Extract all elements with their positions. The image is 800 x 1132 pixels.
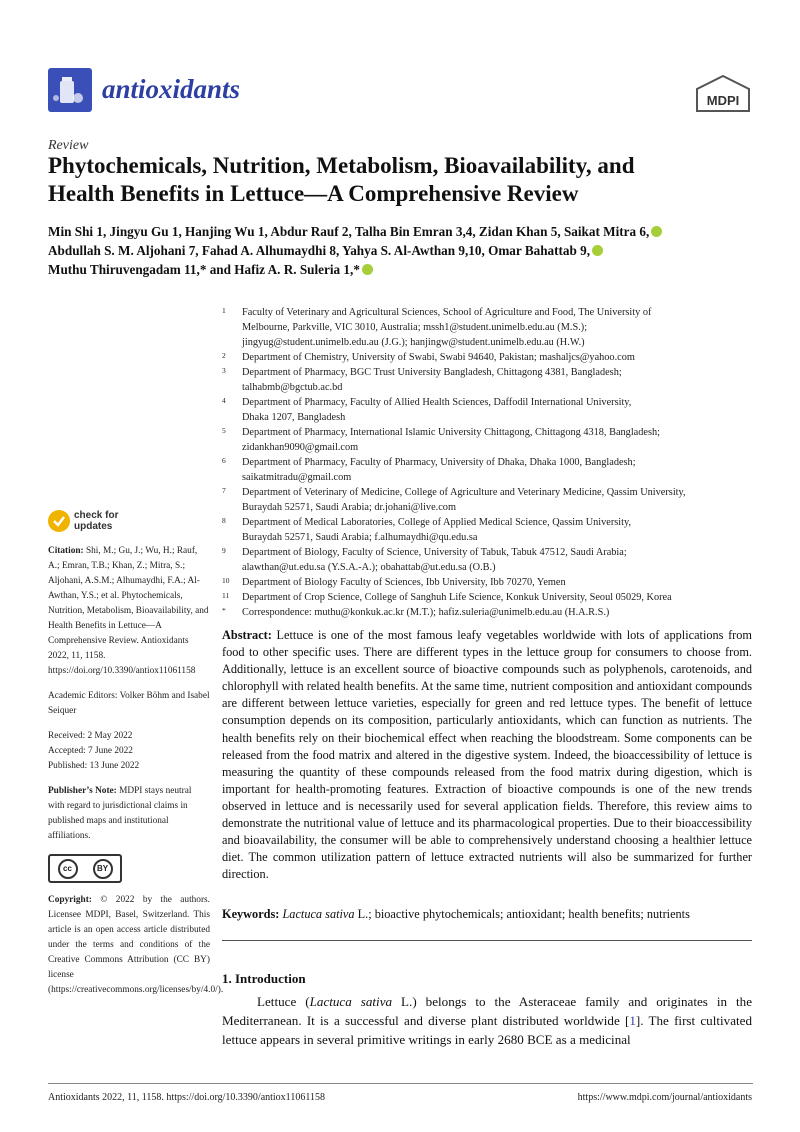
affiliation-line: Department of Pharmacy, BGC Trust University Bangladesh, Chittagong 4381, Bangladesh; bbox=[242, 367, 622, 378]
accepted-date: Accepted: 7 June 2022 bbox=[48, 746, 133, 756]
title-line: Phytochemicals, Nutrition, Metabolism, Bioavailability, and bbox=[48, 153, 635, 178]
affiliation-item bbox=[222, 575, 762, 590]
affiliation-line: Department of Medical Laboratories, College of Applied Medical Science, Qassim University, bbox=[242, 517, 632, 528]
abstract-text: Lettuce is one of the most famous leafy vegetables worldwide with lots of applications from food to other specific uses. There are different types in the lettuce group for consumers to choose from. Additionally, lettuce is an excellent source of bioactive compounds such as polyphenols, carotenoids, and chlorophyll with related health benefits. At the same time, nutrient composition and antioxidant compounds are different between lettuce varieties, especially for green and red lettuce types. The benefit of lettuce consumption depends on its composition, particularly antioxidants, which can function as nutrients. The health benefits rely on their biochemical effect when reaching the bloodstream. Some components can be released from the food matrix and altered in the digestive system. Indeed, the bioaccessibility of lettuce is measuring the quantity of these compounds released from the food matrix during digestion, which is important for health-promoting features. Extraction of bioactive compounds is one of the new trends observed in lettuce and is necessarily used for several application fields. Therefore, this review aims to demonstrate the nutritional value of lettuce and its pharmacological properties. Due to their bioaccessibility and bioavailability, the consumer will be able to comprehensively understand choosing a healthier lettuce diet. The common utilization pattern of lettuce extracted nutrients will also be summarized for further direction. bbox=[222, 628, 752, 882]
author-line: Min Shi 1, Jingyu Gu 1, Hanjing Wu 1, Abdur Rauf 2, Talha Bin Emran 3,4, Zidan Khan 5, Saikat Mitra 6, bbox=[48, 222, 753, 241]
affiliation-number: 1 bbox=[222, 306, 226, 315]
by-person-icon: BY bbox=[93, 859, 113, 879]
affiliation-line: Buraydah 52571, Saudi Arabia; f.alhumaydhi@qu.edu.sa bbox=[242, 532, 478, 543]
journal-name[interactable]: antioxidants bbox=[102, 74, 241, 104]
title-line: Health Benefits in Lettuce—A Comprehensive Review bbox=[48, 181, 579, 206]
publisher-note bbox=[48, 784, 210, 844]
affiliation-item bbox=[222, 590, 762, 605]
affiliation-item bbox=[222, 425, 762, 455]
affiliation-number: 4 bbox=[222, 396, 226, 405]
affiliation-item bbox=[222, 395, 762, 425]
copyright-label: Copyright: bbox=[48, 895, 92, 905]
affiliation-line: Department of Pharmacy, Faculty of Allied Health Sciences, Daffodil International University, bbox=[242, 397, 632, 408]
affiliation-line: alawthan@ut.edu.sa (Y.S.A.-A.); obahattab@ut.edu.sa (O.B.) bbox=[242, 562, 496, 573]
affiliation-item bbox=[222, 485, 762, 515]
orcid-icon[interactable] bbox=[651, 226, 662, 237]
affiliation-number: 11 bbox=[222, 591, 230, 600]
svg-text:MDPI: MDPI bbox=[706, 93, 740, 108]
check-line: check for bbox=[74, 510, 119, 521]
orcid-icon[interactable] bbox=[362, 264, 373, 275]
divider bbox=[222, 940, 752, 941]
affiliation-item bbox=[222, 605, 762, 620]
page-title bbox=[48, 152, 753, 208]
affiliation-line: Department of Pharmacy, International Islamic University Chittagong, Chittagong 4318, Bangladesh; bbox=[242, 427, 660, 438]
affiliation-line: Melbourne, Parkville, VIC 3010, Australia; mssh1@student.unimelb.edu.au (M.S.); bbox=[242, 322, 588, 333]
author-line: Muthu Thiruvengadam 11,* and Hafiz A. R. Suleria 1,* bbox=[48, 260, 753, 279]
affiliation-number: 5 bbox=[222, 426, 226, 435]
author-list bbox=[48, 222, 753, 279]
copyright bbox=[48, 893, 224, 998]
abstract-label: Abstract: bbox=[222, 628, 272, 642]
affiliation-line: Department of Biology Faculty of Sciences, Ibb University, Ibb 70270, Yemen bbox=[242, 577, 566, 588]
copyright-text: © 2022 by the authors. Licensee MDPI, Basel, Switzerland. This article is an open access article distributed under the terms and conditions of the Creative Commons Attribution (CC BY) license (https://creativecommons.org/licenses/by/4.0/). bbox=[48, 895, 224, 995]
paragraph: Lettuce (Lactuca sativa L.) belongs to the Asteraceae family and originates in the Mediterranean. It is a successful and diverse plant distributed worldwide [1]. The first cultivated lettuce appears in several primitive writings in early 2680 BCE as a medicinal bbox=[222, 994, 753, 1047]
affiliation-number: 6 bbox=[222, 456, 226, 465]
affiliation-line: Buraydah 52571, Saudi Arabia; dr.johani@live.com bbox=[242, 502, 456, 513]
article-type: Review bbox=[48, 138, 89, 153]
header bbox=[48, 68, 753, 116]
check-for-updates-button[interactable] bbox=[48, 508, 210, 538]
cc-license-badge[interactable] bbox=[48, 854, 122, 883]
citation-text: Shi, M.; Gu, J.; Wu, H.; Rauf, A.; Emran, T.B.; Khan, Z.; Mitra, S.; Aljohani, A.S.M.; Alhumaydhi, F.A.; Al-Awthan, Y.S.; et al. Phytochemicals, Nutrition, Metabolism, Bioavailability, and Health Benefits in Lettuce—A Comprehensive Review. Antioxidants 2022, 11, 1158. https://doi.org/10.3390/antiox11061158 bbox=[48, 546, 209, 676]
orcid-icon[interactable] bbox=[592, 245, 603, 256]
affiliation-item bbox=[222, 305, 762, 350]
keywords bbox=[222, 906, 752, 923]
reference-link[interactable]: 1 bbox=[629, 1013, 636, 1028]
affiliation-line: Department of Pharmacy, Faculty of Pharmacy, University of Dhaka, Dhaka 1000, Bangladesh; bbox=[242, 457, 636, 468]
publisher-note-label: Publisher’s Note: bbox=[48, 786, 117, 796]
affiliation-number: 10 bbox=[222, 576, 230, 585]
affiliation-line: talhabmb@bgctub.ac.bd bbox=[242, 382, 343, 393]
affiliation-line: Faculty of Veterinary and Agricultural Sciences, School of Agriculture and Food, The University of bbox=[242, 307, 652, 318]
affiliation-item bbox=[222, 350, 762, 365]
abstract bbox=[222, 627, 752, 883]
affiliation-line: saikatmitradu@gmail.com bbox=[242, 472, 352, 483]
affiliation-number: 7 bbox=[222, 486, 226, 495]
affiliation-item bbox=[222, 455, 762, 485]
affiliation-line: zidankhan9090@gmail.com bbox=[242, 442, 359, 453]
check-line: updates bbox=[74, 521, 113, 532]
keyword-species: Lactuca sativa bbox=[282, 907, 355, 921]
received-date: Received: 2 May 2022 bbox=[48, 731, 133, 741]
affiliation-item bbox=[222, 365, 762, 395]
affiliation-number: 8 bbox=[222, 516, 226, 525]
author-line: Abdullah S. M. Aljohani 7, Fahad A. Alhumaydhi 8, Yahya S. Al-Awthan 9,10, Omar Bahattab 9, bbox=[48, 241, 753, 260]
affiliation-number: 3 bbox=[222, 366, 226, 375]
journal-logo-icon bbox=[48, 68, 92, 112]
affiliation-line: Department of Chemistry, University of Swabi, Swabi 94640, Pakistan; mashaljcs@yahoo.com bbox=[242, 352, 635, 363]
affiliations bbox=[222, 305, 762, 620]
affiliation-line: jingyug@student.unimelb.edu.au (J.G.); hanjingw@student.unimelb.edu.au (H.W.) bbox=[242, 337, 585, 348]
check-updates-icon bbox=[48, 510, 70, 532]
affiliation-line: Department of Biology, Faculty of Science, University of Tabuk, Tabuk 47512, Saudi Arabia; bbox=[242, 547, 627, 558]
footer-citation[interactable]: Antioxidants 2022, 11, 1158. https://doi.org/10.3390/antiox11061158 bbox=[48, 1092, 325, 1103]
mdpi-logo-icon bbox=[693, 74, 753, 114]
citation bbox=[48, 544, 210, 679]
keywords-text: L.; bioactive phytochemicals; antioxidant; health benefits; nutrients bbox=[354, 907, 690, 921]
affiliation-line: Dhaka 1207, Bangladesh bbox=[242, 412, 346, 423]
affiliation-line: Correspondence: muthu@konkuk.ac.kr (M.T.); hafiz.suleria@unimelb.edu.au (H.A.R.S.) bbox=[242, 607, 610, 618]
affiliation-number: 2 bbox=[222, 351, 226, 360]
dates bbox=[48, 729, 210, 774]
academic-editors: Academic Editors: Volker Böhm and Isabel Seiquer bbox=[48, 691, 210, 716]
citation-label: Citation: bbox=[48, 546, 84, 556]
affiliation-item bbox=[222, 515, 762, 545]
cc-icon: cc bbox=[58, 859, 78, 879]
affiliation-item bbox=[222, 545, 762, 575]
affiliation-number: 9 bbox=[222, 546, 226, 555]
footer-journal-url[interactable]: https://www.mdpi.com/journal/antioxidants bbox=[577, 1092, 752, 1103]
section-heading: 1. Introduction bbox=[222, 971, 306, 986]
sidebar bbox=[48, 508, 224, 1008]
affiliation-line: Department of Veterinary of Medicine, College of Agriculture and Veterinary Medicine, Qassim University, bbox=[242, 487, 686, 498]
affiliation-number: * bbox=[222, 606, 226, 615]
published-date: Published: 13 June 2022 bbox=[48, 761, 140, 771]
keywords-label: Keywords: bbox=[222, 907, 280, 921]
publisher-note-text: MDPI stays neutral with regard to jurisdictional claims in published maps and institutional affiliations. bbox=[48, 786, 192, 841]
introduction-text bbox=[222, 992, 752, 1049]
affiliation-line: Department of Crop Science, College of Sanghuh Life Science, Konkuk University, Seoul 05029, Korea bbox=[242, 592, 672, 603]
footer-divider bbox=[48, 1083, 753, 1084]
